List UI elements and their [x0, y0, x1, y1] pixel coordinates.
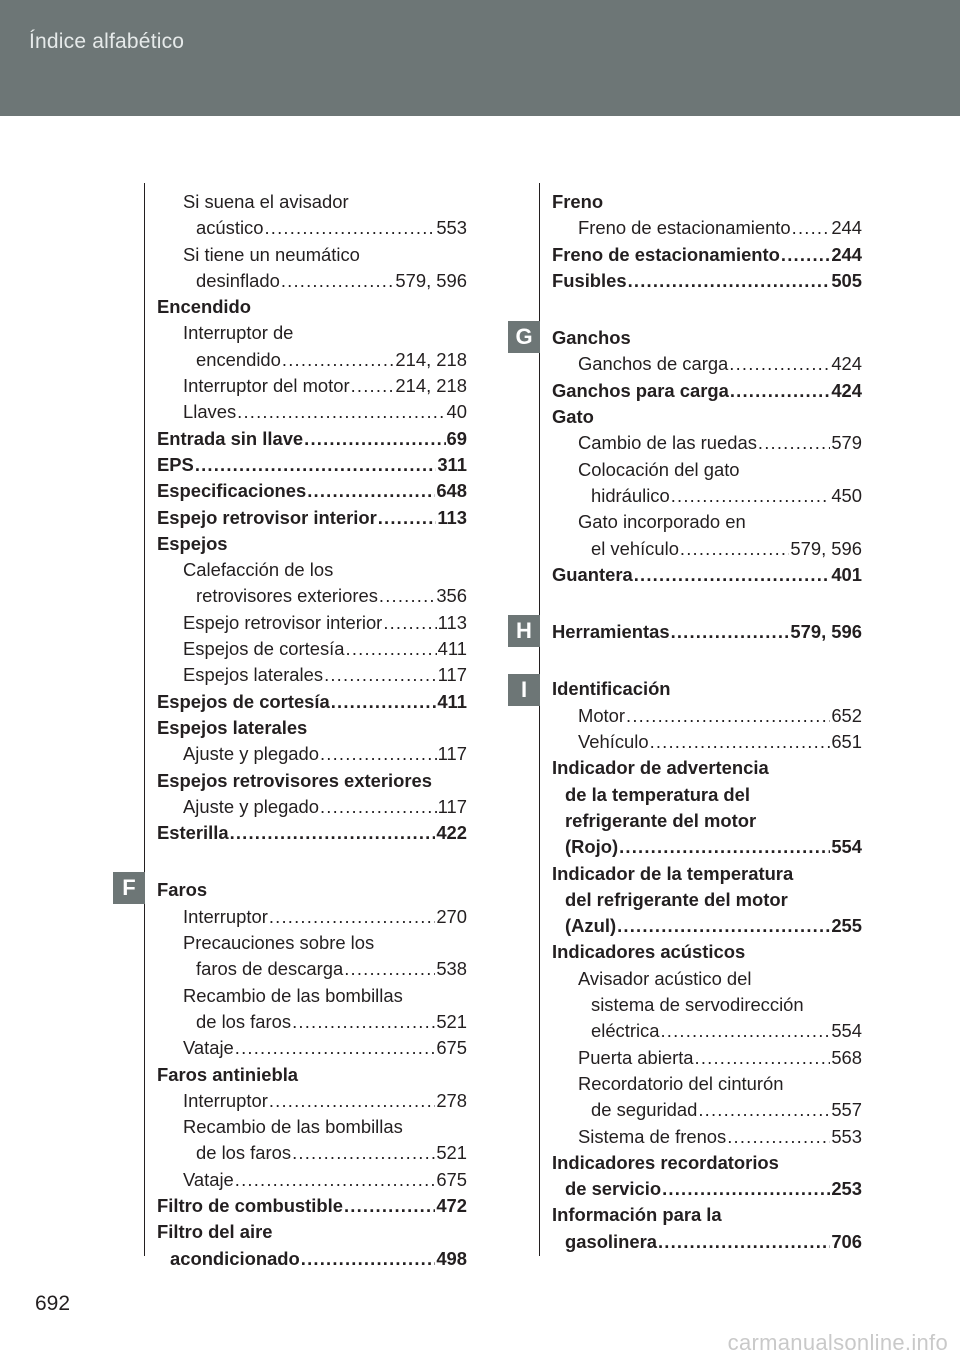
index-entry: Indicadores acústicos [552, 941, 746, 963]
left-column-rule [144, 183, 145, 1256]
section-tab-h[interactable]: H [508, 615, 540, 647]
index-entry: Si suena el avisador [183, 191, 349, 212]
index-entry: Espejos de cortesía ..... 411 [157, 689, 467, 715]
index-entry: Ajuste y plegado ..... 117 [157, 794, 467, 820]
index-entry: Espejos laterales ..... 117 [157, 662, 467, 688]
index-column-left [157, 189, 467, 1272]
index-entry: Gato [552, 406, 594, 428]
index-entry: Fusibles ..... 505 [552, 268, 862, 294]
index-entry: sistema de servodirección [591, 994, 804, 1016]
index-entry: retrovisores exteriores ..... 356 [157, 583, 467, 609]
index-entry: Faros antiniebla [157, 1063, 299, 1085]
index-entry: Indicadores recordatorios [552, 1151, 779, 1173]
index-entry: Recordatorio del cinturón [578, 1072, 784, 1094]
index-entry: de los faros ..... 521 [157, 1140, 467, 1166]
header-title: Índice alfabético [29, 30, 185, 53]
index-entry: Vataje ..... 675 [157, 1035, 467, 1061]
index-entry: Ganchos de carga ..... 424 [552, 351, 862, 377]
index-entry: Sistema de frenos ..... 553 [552, 1124, 862, 1150]
index-entry: eléctrica ..... 554 [552, 1018, 862, 1044]
index-entry: (Azul) ..... 255 [552, 913, 862, 939]
index-entry: Freno de estacionamiento ..... 244 [552, 242, 862, 268]
index-entry: faros de descarga ..... 538 [157, 956, 467, 982]
index-entry: Indicador de advertencia [552, 757, 769, 779]
index-entry: Espejos retrovisores exteriores [157, 769, 432, 791]
index-entry: Recambio de las bombillas [183, 984, 403, 1006]
index-entry: encendido ..... 214, 218 [157, 347, 467, 373]
index-entry: Vehículo ..... 651 [552, 729, 862, 755]
index-entry: de los faros ..... 521 [157, 1009, 467, 1035]
index-entry: Ajuste y plegado ..... 117 [157, 741, 467, 767]
index-entry: Llaves ..... 40 [157, 399, 467, 425]
index-entry: (Rojo) ..... 554 [552, 834, 862, 860]
index-entry: desinflado ..... 579, 596 [157, 268, 467, 294]
index-entry: Avisador acústico del [578, 967, 752, 989]
index-entry: Interruptor del motor ..... 214, 218 [157, 373, 467, 399]
index-entry: Freno [552, 191, 604, 212]
index-entry: EPS ..... 311 [157, 452, 467, 478]
index-entry: Interruptor ..... 278 [157, 1088, 467, 1114]
section-tab-i[interactable]: I [508, 674, 540, 706]
index-entry: Interruptor de [183, 322, 294, 344]
index-entry: Precauciones sobre los [183, 932, 375, 954]
page-header [0, 0, 960, 116]
index-entry: Recambio de las bombillas [183, 1116, 403, 1138]
index-entry: Filtro de combustible ..... 472 [157, 1193, 467, 1219]
index-entry: Especificaciones ..... 648 [157, 478, 467, 504]
index-entry: Identificación [552, 678, 671, 700]
index-entry: Esterilla ..... 422 [157, 820, 467, 846]
index-entry: Guantera ..... 401 [552, 562, 862, 588]
index-entry: acústico ..... 553 [157, 215, 467, 241]
index-entry: Colocación del gato [578, 458, 740, 480]
section-tab-f[interactable]: F [113, 872, 145, 904]
index-entry: refrigerante del motor [565, 809, 757, 831]
index-entry: de seguridad ..... 557 [552, 1097, 862, 1123]
index-entry: Indicador de la temperatura [552, 862, 794, 884]
index-entry: Encendido [157, 296, 252, 318]
index-entry: de la temperatura del [565, 783, 750, 805]
index-entry: Entrada sin llave ..... 69 [157, 426, 467, 452]
index-entry: Espejos [157, 532, 228, 554]
index-entry: Motor ..... 652 [552, 703, 862, 729]
index-entry: Interruptor ..... 270 [157, 904, 467, 930]
index-entry: Puerta abierta ..... 568 [552, 1045, 862, 1071]
section-tab-g[interactable]: G [508, 321, 540, 353]
index-entry: Freno de estacionamiento ..... 244 [552, 215, 862, 241]
index-column-right [552, 189, 862, 1255]
index-entry: gasolinera ..... 706 [552, 1229, 862, 1255]
index-entry: Gato incorporado en [578, 511, 746, 533]
index-entry: Espejos de cortesía ..... 411 [157, 636, 467, 662]
index-entry: acondicionado ..... 498 [157, 1246, 467, 1272]
index-entry: del refrigerante del motor [565, 888, 788, 910]
index-entry: Si tiene un neumático [183, 243, 360, 265]
index-entry: de servicio ..... 253 [552, 1176, 862, 1202]
index-entry: Calefacción de los [183, 559, 334, 581]
index-entry: Espejo retrovisor interior ..... 113 [157, 505, 467, 531]
index-entry: Vataje ..... 675 [157, 1167, 467, 1193]
index-entry: Filtro del aire [157, 1221, 273, 1243]
index-entry: Espejo retrovisor interior ..... 113 [157, 610, 467, 636]
watermark: carmanualsonline.info [727, 1330, 948, 1355]
index-entry: el vehículo ..... 579, 596 [552, 536, 862, 562]
index-entry: Espejos laterales [157, 716, 308, 738]
index-entry: Ganchos para carga ..... 424 [552, 378, 862, 404]
index-entry: Información para la [552, 1204, 722, 1226]
page-number: 692 [35, 1292, 71, 1315]
index-entry: Ganchos [552, 327, 631, 349]
index-entry: hidráulico ..... 450 [552, 483, 862, 509]
index-entry: Herramientas ..... 579, 596 [552, 619, 862, 645]
index-entry: Cambio de las ruedas ..... 579 [552, 430, 862, 456]
index-entry: Faros [157, 879, 208, 901]
